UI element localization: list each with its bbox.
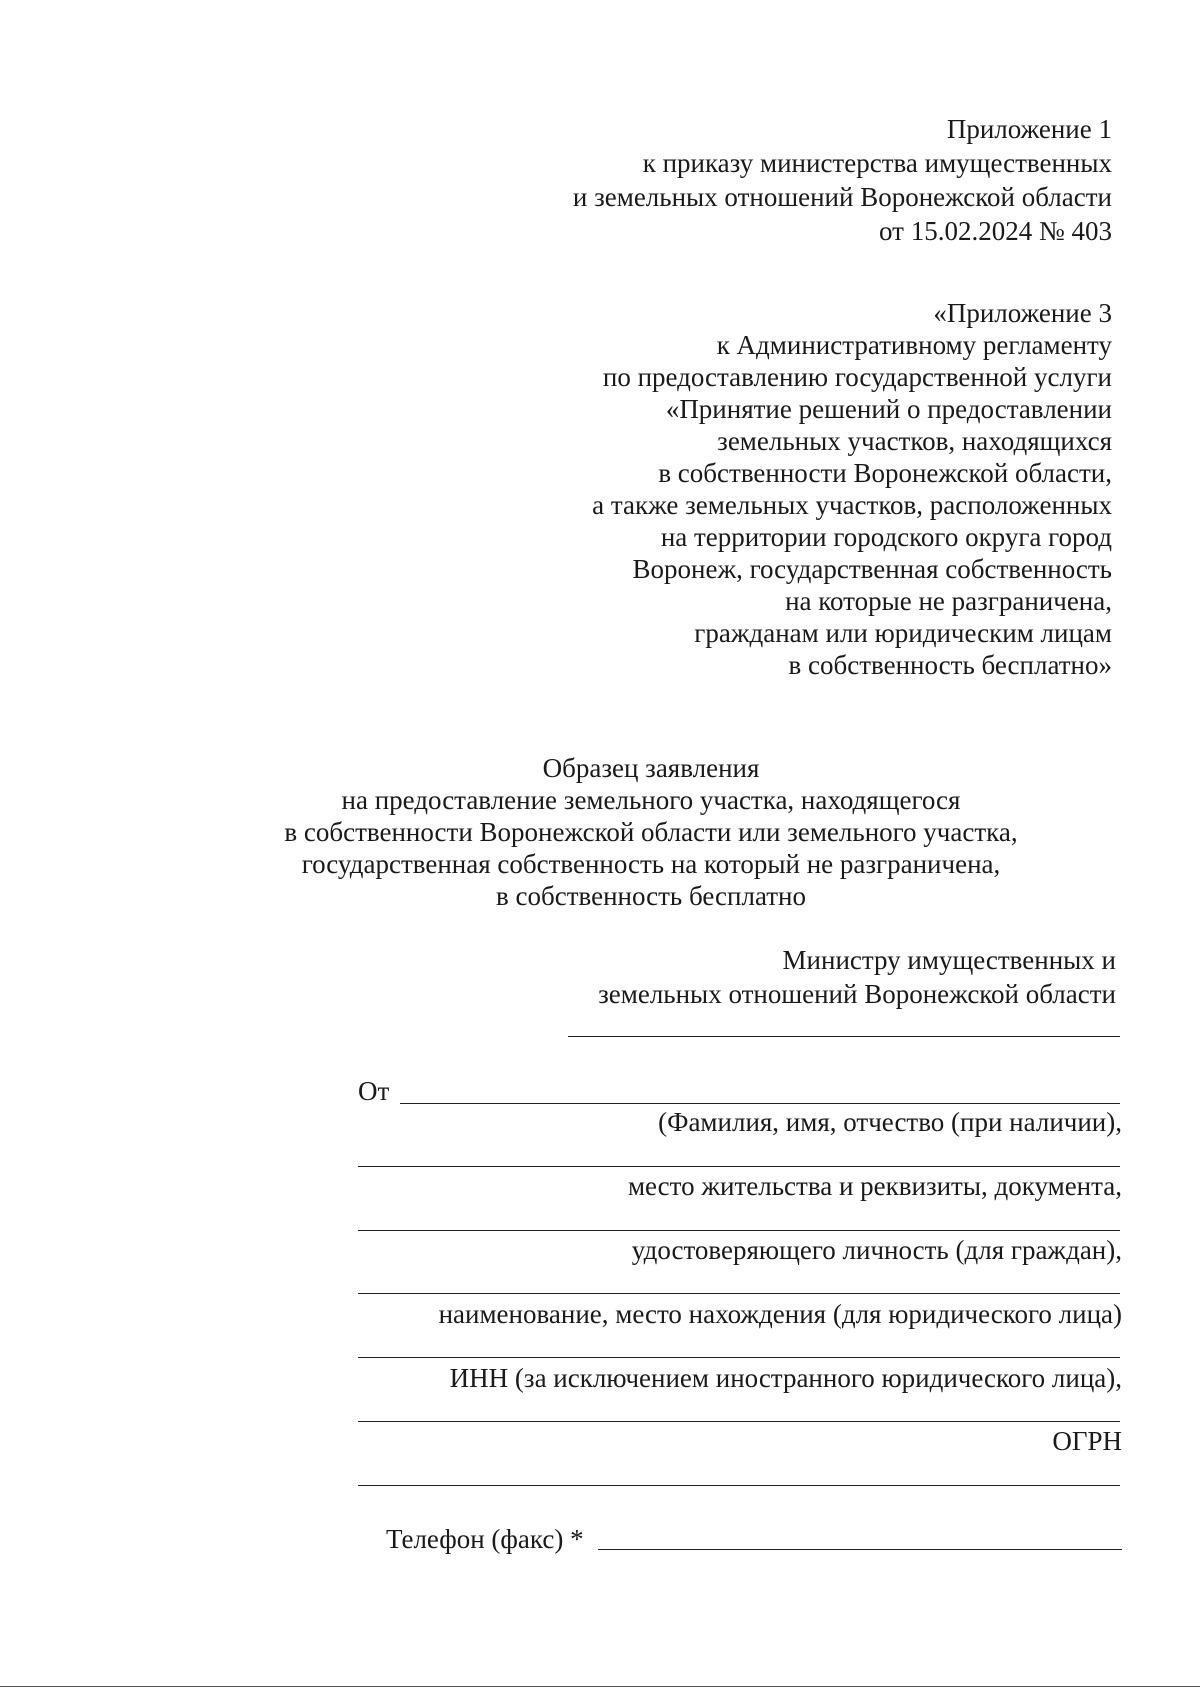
annex-1-line: к приказу министерства имущественных [642,148,1112,178]
annex-3-line: по предоставлению государственной услуги [602,362,1112,392]
annex-3-header [592,297,1112,681]
addressee-blank-line[interactable] [568,1036,1120,1037]
annex-3-line: а также земельных участков, расположенных [592,490,1112,520]
sample-application-title [256,752,1046,912]
annex-3-line: на которые не разграничена, [785,586,1112,616]
legal-entity-caption: наименование, место нахождения (для юридического лица) [438,1299,1122,1329]
addressee-line: Министру имущественных и [782,945,1116,975]
annex-1-line: и земельных отношений Воронежской области [572,182,1112,212]
from-label: От [358,1076,390,1106]
addressee-line: земельных отношений Воронежской области [598,979,1116,1009]
phone-blank-line[interactable] [598,1549,1122,1550]
residence-caption: место жительства и реквизиты, документа, [627,1171,1122,1201]
phone-label: Телефон (факс) * [386,1524,584,1554]
annex-3-line: в собственности Воронежской области, [658,458,1112,488]
annex-3-line: Воронеж, государственная собственность [632,554,1112,584]
extra-blank-line[interactable] [358,1485,1120,1486]
inn-caption: ИНН (за исключением иностранного юридического лица), [449,1363,1122,1393]
annex-3-line: «Принятие решений о предоставлении [665,394,1112,424]
sample-title-line: Образец заявления [542,753,760,783]
identity-caption: удостоверяющего личность (для граждан), [631,1235,1122,1265]
annex-3-line: на территории городского округа город [660,522,1112,552]
legal-entity-blank-line[interactable] [358,1293,1120,1294]
annex-3-line: к Административному регламенту [716,330,1112,360]
annex-3-line: гражданам или юридическим лицам [694,618,1112,648]
annex-3-line: земельных участков, находящихся [717,426,1112,456]
annex-1-line: от 15.02.2024 № 403 [879,216,1112,246]
identity-blank-line[interactable] [358,1230,1120,1231]
annex-3-line: в собственность бесплатно» [788,650,1112,680]
sample-title-line: на предоставление земельного участка, находящегося [341,785,961,815]
ogrn-blank-line[interactable] [358,1421,1120,1422]
annex-1-line: Приложение 1 [946,114,1112,144]
sample-title-line: в собственности Воронежской области или земельного участка, [284,817,1018,847]
sample-title-line: государственная собственность на который не разграничена, [301,849,1001,879]
residence-blank-line[interactable] [358,1166,1120,1167]
annex-1-header [573,112,1112,248]
from-blank-line[interactable] [400,1103,1120,1104]
sample-title-line: в собственность бесплатно [496,881,806,911]
page-bottom-rule [0,1686,1200,1687]
ogrn-caption: ОГРН [1052,1426,1122,1456]
full-name-caption: (Фамилия, имя, отчество (при наличии), [658,1107,1122,1137]
addressee-block [598,943,1116,1011]
inn-blank-line[interactable] [358,1357,1120,1358]
annex-3-line: «Приложение 3 [933,298,1112,328]
